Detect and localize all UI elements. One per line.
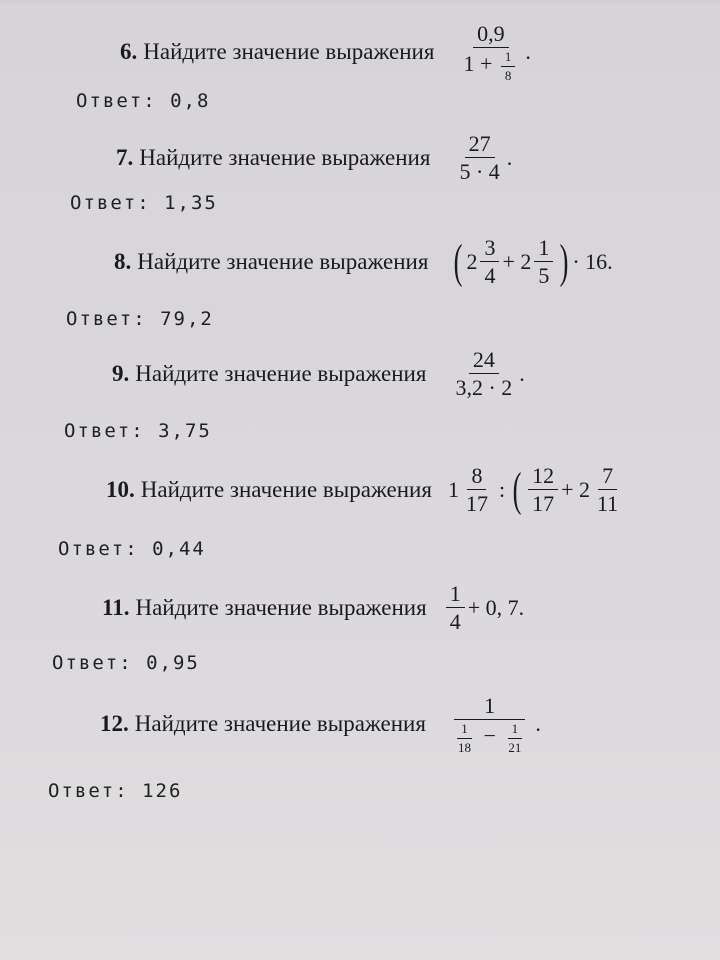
numerator: 1 bbox=[508, 722, 523, 739]
expression bbox=[444, 694, 541, 754]
numerator: 1 bbox=[501, 50, 516, 67]
answer-12: Ответ: 126 bbox=[48, 780, 183, 802]
expression-end: . bbox=[535, 711, 541, 737]
denominator: 18 bbox=[457, 739, 471, 755]
denominator: 4 bbox=[484, 263, 496, 289]
problem-9 bbox=[112, 348, 525, 399]
problem-11 bbox=[102, 582, 524, 633]
numerator: 1 bbox=[457, 722, 472, 739]
numerator: 12 bbox=[528, 464, 558, 490]
fraction bbox=[593, 464, 622, 515]
problem-number: 12. bbox=[100, 711, 129, 737]
problem-prompt: Найдите значение выражения bbox=[143, 39, 435, 65]
fraction bbox=[528, 464, 558, 515]
whole-part: 2 bbox=[466, 248, 478, 274]
numerator: 27 bbox=[465, 132, 495, 158]
denominator: 3,2 · 2 bbox=[455, 375, 513, 401]
problem-number: 6. bbox=[120, 39, 138, 65]
denominator: 17 bbox=[465, 491, 488, 517]
denominator: 8 bbox=[504, 67, 512, 83]
numerator: 24 bbox=[469, 348, 499, 374]
left-paren: ( bbox=[454, 234, 463, 288]
operator: + 2 bbox=[561, 476, 590, 502]
fraction bbox=[447, 694, 532, 754]
fraction bbox=[451, 348, 516, 399]
expression-end: . bbox=[506, 144, 513, 170]
small-fraction bbox=[504, 722, 525, 754]
problem-number: 8. bbox=[114, 248, 132, 274]
expression bbox=[443, 582, 524, 633]
denominator: 5 bbox=[538, 263, 550, 289]
expression bbox=[448, 464, 625, 515]
denominator bbox=[459, 48, 522, 82]
numerator: 1 bbox=[446, 582, 465, 608]
fraction bbox=[462, 464, 492, 515]
answer-10: Ответ: 0,44 bbox=[58, 538, 206, 560]
expression-end: + 0, 7. bbox=[467, 594, 525, 620]
fraction bbox=[480, 236, 499, 287]
denominator: 11 bbox=[596, 491, 619, 517]
problem-prompt: Найдите значение выражения bbox=[134, 711, 426, 737]
expression-end: · 16. bbox=[572, 248, 613, 274]
problem-number: 11. bbox=[102, 594, 130, 620]
problem-6 bbox=[120, 22, 531, 82]
denominator: 21 bbox=[508, 739, 522, 755]
operator: + 2 bbox=[502, 248, 532, 274]
problem-prompt: Найдите значение выражения bbox=[139, 144, 431, 170]
problem-prompt: Найдите значение выражения bbox=[140, 476, 432, 502]
problem-prompt: Найдите значение выражения bbox=[135, 360, 427, 386]
expression bbox=[456, 22, 530, 82]
operator: : bbox=[498, 476, 506, 502]
expression-end: . bbox=[519, 360, 525, 386]
right-paren: ) bbox=[559, 234, 569, 288]
fraction bbox=[446, 582, 465, 633]
answer-11: Ответ: 0,95 bbox=[52, 652, 200, 674]
expression-end: . bbox=[525, 39, 531, 65]
sheet-top-edge bbox=[0, 0, 720, 6]
denominator: 5 · 4 bbox=[459, 159, 500, 185]
denominator-text: 1 + bbox=[463, 51, 498, 77]
numerator: 3 bbox=[480, 236, 499, 262]
numerator: 1 bbox=[454, 694, 525, 720]
fraction bbox=[534, 236, 553, 287]
denominator: 17 bbox=[532, 491, 555, 517]
fraction bbox=[455, 132, 503, 183]
numerator: 7 bbox=[598, 464, 617, 490]
denominator bbox=[447, 720, 532, 754]
answer-8: Ответ: 79,2 bbox=[66, 308, 214, 330]
answer-6: Ответ: 0,8 bbox=[76, 90, 211, 112]
expression bbox=[450, 236, 612, 287]
problem-prompt: Найдите значение выражения bbox=[135, 594, 427, 620]
problem-number: 10. bbox=[106, 476, 135, 502]
problem-number: 9. bbox=[112, 360, 130, 386]
problem-10 bbox=[106, 464, 625, 515]
whole-part: 1 bbox=[447, 476, 459, 502]
small-fraction bbox=[501, 50, 516, 82]
problem-prompt: Найдите значение выражения bbox=[137, 248, 429, 274]
expression bbox=[448, 348, 524, 399]
problem-7 bbox=[116, 132, 512, 183]
operator: − bbox=[483, 723, 496, 749]
answer-9: Ответ: 3,75 bbox=[64, 420, 212, 442]
numerator: 8 bbox=[467, 464, 486, 490]
left-paren: ( bbox=[512, 462, 522, 516]
numerator: 1 bbox=[534, 236, 553, 262]
problem-number: 7. bbox=[116, 144, 134, 170]
numerator: 0,9 bbox=[473, 22, 509, 48]
expression bbox=[452, 132, 512, 183]
answer-7: Ответ: 1,35 bbox=[70, 192, 218, 214]
problem-12 bbox=[100, 694, 541, 754]
denominator: 4 bbox=[449, 609, 461, 635]
problem-8 bbox=[114, 236, 613, 287]
fraction bbox=[459, 22, 522, 82]
small-fraction bbox=[454, 722, 475, 754]
